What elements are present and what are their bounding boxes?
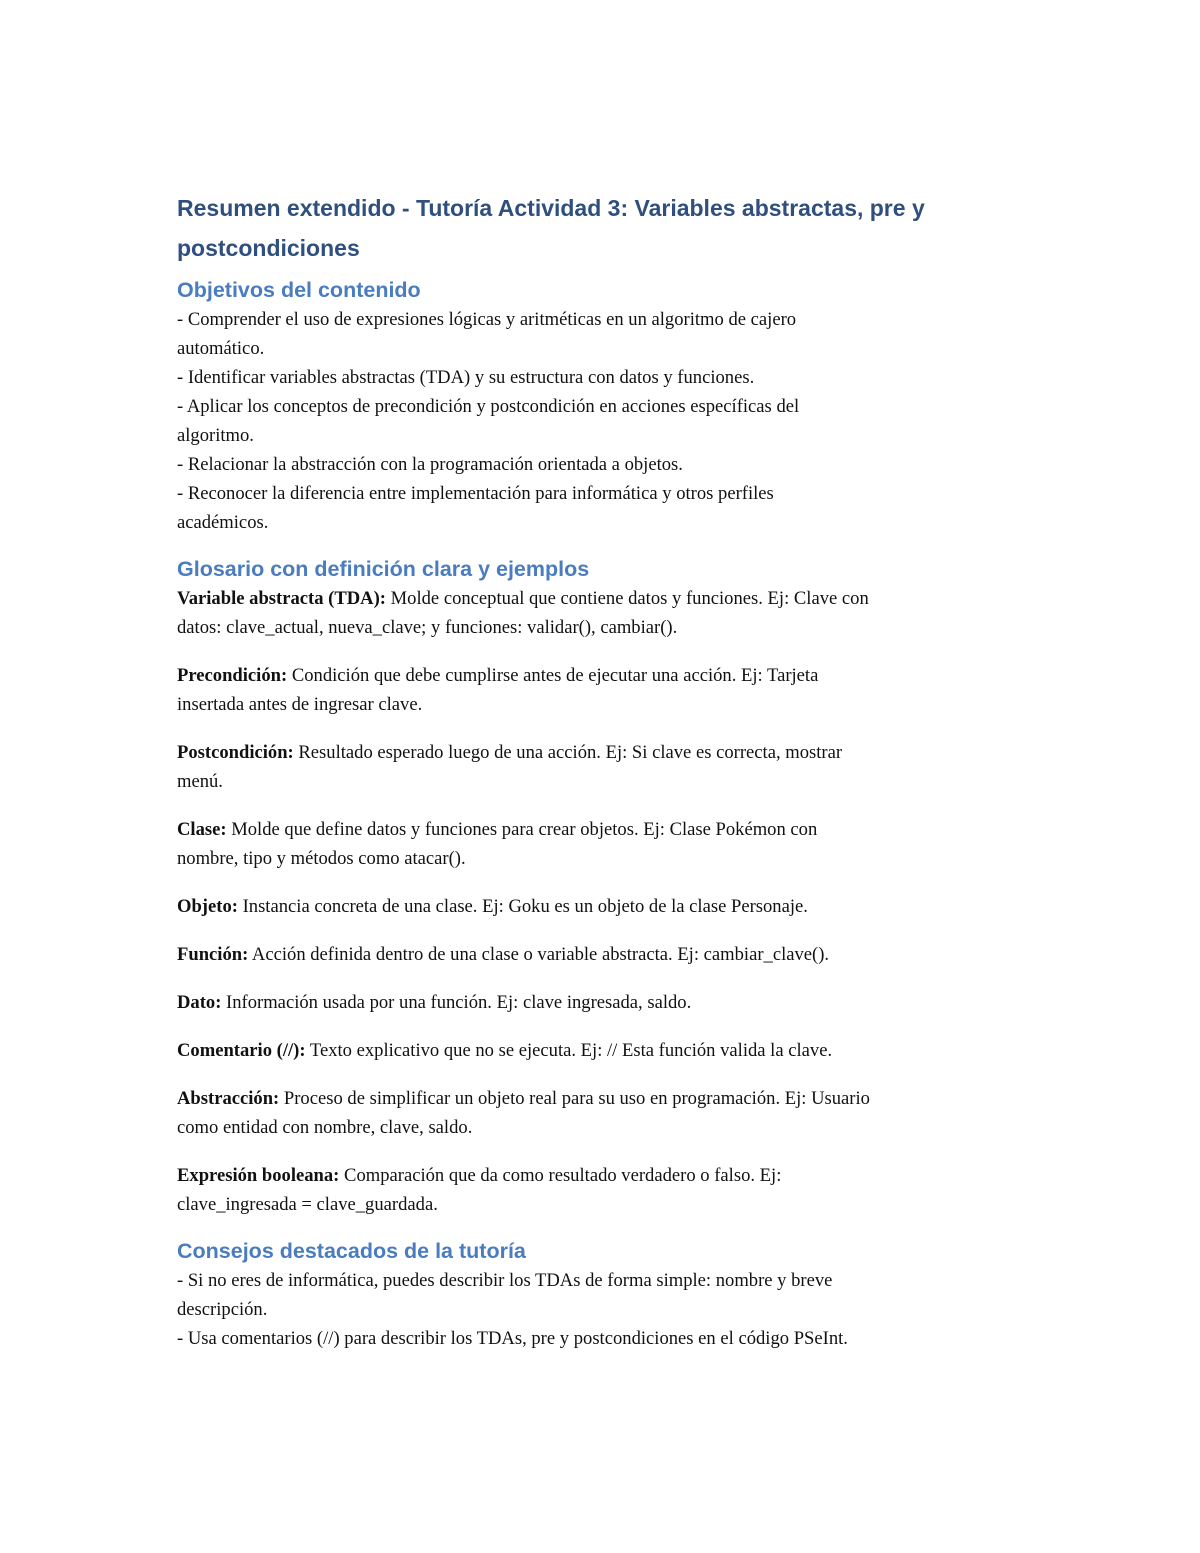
glossary-entry xyxy=(177,940,1037,969)
glossary-definition-cont: datos: clave_actual, nueva_clave; y funciones: validar(), cambiar(). xyxy=(177,617,678,638)
objectives-list xyxy=(177,305,1037,537)
tip-line: - Usa comentarios (//) para describir los TDAs, pre y postcondiciones en el código PSeInt. xyxy=(177,1328,848,1349)
glossary-definition: Acción definida dentro de una clase o variable abstracta. Ej: cambiar_clave(). xyxy=(248,944,830,965)
glossary-definition: Resultado esperado luego de una acción. Ej: Si clave es correcta, mostrar xyxy=(293,742,843,763)
glossary-definition-cont: menú. xyxy=(177,771,223,792)
glossary-term: Postcondición: xyxy=(177,742,294,763)
tips-list xyxy=(177,1266,1037,1353)
glossary-definition: Molde conceptual que contiene datos y funciones. Ej: Clave con xyxy=(385,588,869,609)
glossary-definition: Condición que debe cumplirse antes de ejecutar una acción. Ej: Tarjeta xyxy=(287,665,819,686)
glossary-entry xyxy=(177,988,1037,1017)
glossary-term: Clase: xyxy=(177,819,227,840)
glossary-term: Abstracción: xyxy=(177,1088,280,1109)
glossary-entry xyxy=(177,661,1037,719)
glossary-definition: Instancia concreta de una clase. Ej: Goku es un objeto de la clase Personaje. xyxy=(237,896,808,917)
glossary-term: Comentario (//): xyxy=(177,1040,306,1061)
glossary-entry xyxy=(177,1161,1037,1219)
glossary-definition-cont: nombre, tipo y métodos como atacar(). xyxy=(177,848,466,869)
objectives-heading: Objetivos del contenido xyxy=(177,278,421,302)
document-title-line2: postcondiciones xyxy=(177,235,360,261)
objective-line: - Identificar variables abstractas (TDA) y su estructura con datos y funciones. xyxy=(177,367,755,388)
glossary-term: Expresión booleana: xyxy=(177,1165,340,1186)
objective-line: algoritmo. xyxy=(177,425,254,446)
objective-line: - Aplicar los conceptos de precondición y postcondición en acciones específicas del xyxy=(177,396,800,417)
glossary-entry xyxy=(177,584,1037,642)
glossary-definition: Comparación que da como resultado verdadero o falso. Ej: xyxy=(339,1165,782,1186)
glossary-list xyxy=(177,584,1037,1219)
glossary-entry xyxy=(177,815,1037,873)
objective-line: académicos. xyxy=(177,512,269,533)
glossary-definition: Información usada por una función. Ej: clave ingresada, saldo. xyxy=(221,992,692,1013)
glossary-definition-cont: clave_ingresada = clave_guardada. xyxy=(177,1194,438,1215)
document-title-line1: Resumen extendido - Tutoría Actividad 3: Variables abstractas, pre y xyxy=(177,195,925,221)
document-page xyxy=(177,188,1037,1353)
glossary-term: Función: xyxy=(177,944,249,965)
document-title xyxy=(177,188,1037,268)
glossary-entry xyxy=(177,1036,1037,1065)
objective-line: automático. xyxy=(177,338,265,359)
glossary-definition: Molde que define datos y funciones para crear objetos. Ej: Clase Pokémon con xyxy=(226,819,818,840)
glossary-definition: Proceso de simplificar un objeto real para su uso en programación. Ej: Usuario xyxy=(279,1088,870,1109)
glossary-term: Dato: xyxy=(177,992,222,1013)
glossary-heading: Glosario con definición clara y ejemplos xyxy=(177,557,590,581)
glossary-entry xyxy=(177,892,1037,921)
tips-heading: Consejos destacados de la tutoría xyxy=(177,1239,526,1263)
tip-line: - Si no eres de informática, puedes describir los TDAs de forma simple: nombre y breve xyxy=(177,1270,833,1291)
glossary-entry xyxy=(177,1084,1037,1142)
glossary-term: Variable abstracta (TDA): xyxy=(177,588,386,609)
glossary-term: Precondición: xyxy=(177,665,288,686)
glossary-definition-cont: insertada antes de ingresar clave. xyxy=(177,694,423,715)
glossary-entry xyxy=(177,738,1037,796)
objective-line: - Reconocer la diferencia entre implementación para informática y otros perfiles xyxy=(177,483,774,504)
tip-line: descripción. xyxy=(177,1299,268,1320)
glossary-term: Objeto: xyxy=(177,896,238,917)
objective-line: - Comprender el uso de expresiones lógicas y aritméticas en un algoritmo de cajero xyxy=(177,309,797,330)
glossary-definition: Texto explicativo que no se ejecuta. Ej: // Esta función valida la clave. xyxy=(305,1040,833,1061)
objective-line: - Relacionar la abstracción con la programación orientada a objetos. xyxy=(177,454,683,475)
glossary-definition-cont: como entidad con nombre, clave, saldo. xyxy=(177,1117,473,1138)
